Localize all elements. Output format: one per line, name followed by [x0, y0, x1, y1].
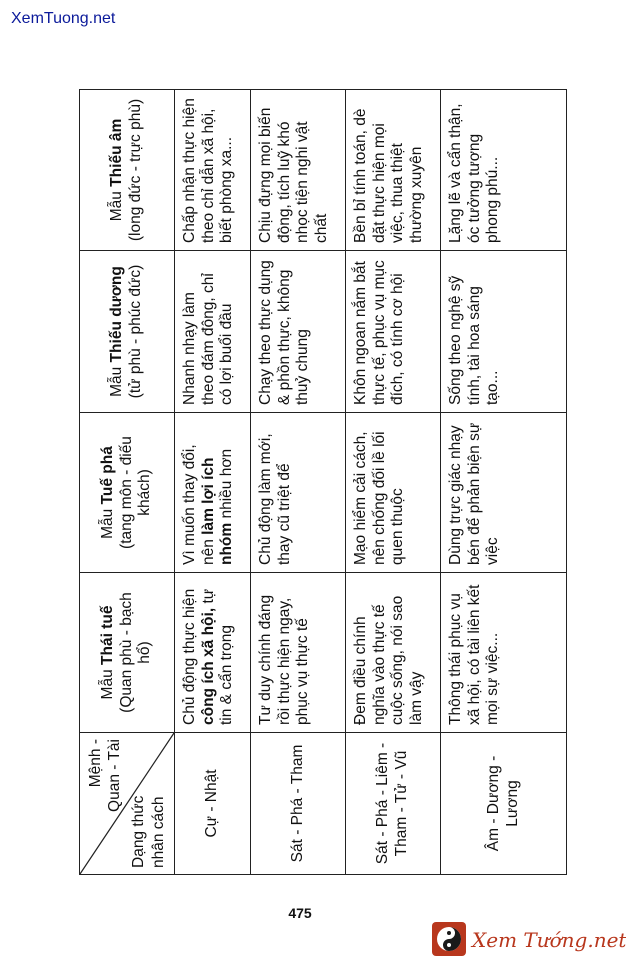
- corner-cell: [80, 733, 175, 875]
- table-cell: Vì muốn thay đổi, nên làm lợi ích nhóm nhiều hơn: [175, 413, 251, 573]
- table-stage: [79, 90, 566, 875]
- table-row: [346, 90, 441, 875]
- column-header-thieu-duong: Mẫu Thiếu dương (tử phù - phúc đức): [80, 251, 175, 413]
- table-cell: Lặng lẽ và cẩn thận, óc tưởng tượng phong phú...: [441, 90, 567, 251]
- page-number: 475: [288, 905, 312, 921]
- table-cell: Sống theo nghệ sỹ tính, tài hoa sáng tạo...: [441, 251, 567, 413]
- table-cell: Bền bỉ tính toán, dè dặt thực hiện mọi việc, thua thiệt thường xuyên: [346, 90, 441, 251]
- table-cell: Tư duy chính đáng rồi thực hiện ngay, phục vụ thực tế: [251, 573, 346, 733]
- row-label: Âm - Dương - Lương: [441, 733, 567, 875]
- watermark-top[interactable]: XemTuong.net: [11, 10, 116, 27]
- table-cell: Thông thái phục vụ xã hội, có tài liên kết mọi sự việc...: [441, 573, 567, 733]
- table-row: [251, 90, 346, 875]
- table-cell: Chạy theo thực dụng & phồn thực, không thuỷ chung: [251, 251, 346, 413]
- column-header-tue-pha: Mẫu Tuế phá (tang môn - điếu khách): [80, 413, 175, 573]
- table-cell: Dùng trực giác nhạy bén để phản biện sự việc: [441, 413, 567, 573]
- table-cell: Chủ động thực hiện công ích xã hội, tự tin & cẩn trọng: [175, 573, 251, 733]
- table-cell: Đem điều chính nghĩa vào thực tế cuộc sống, nói sao làm vậy: [346, 573, 441, 733]
- table-cell: Mạo hiểm cải cách, nên chống đối lề lối quen thuộc: [346, 413, 441, 573]
- yin-yang-icon: [432, 922, 466, 956]
- table-row: [441, 90, 567, 875]
- comparison-table: [79, 89, 567, 875]
- row-label: Sát - Phá - Liêm - Tham - Tử - Vũ: [346, 733, 441, 875]
- table-cell: Khôn ngoan nắm bắt thực tế, phục vụ mục đích, có tính cơ hội: [346, 251, 441, 413]
- column-header-thieu-am: Mẫu Thiếu âm (long đức - trực phù): [80, 90, 175, 251]
- corner-top-label: Mệnh - Quan - Tài: [87, 739, 124, 812]
- table-cell: Chấp nhận thực hiện theo chỉ dẫn xã hội, biết phòng xa...: [175, 90, 251, 251]
- column-header-thai-tue: Mẫu Thái tuế (Quan phù - bạch hổ): [80, 573, 175, 733]
- logo-text: Xem Tướng.net: [472, 928, 626, 952]
- row-label: Sát - Phá - Tham: [251, 733, 346, 875]
- table-cell: Chịu đựng mọi biến động, tích luỹ khó nhọc tiện nghi vật chất: [251, 90, 346, 251]
- site-logo[interactable]: [432, 922, 626, 962]
- table-row: [175, 90, 251, 875]
- table-cell: Chủ động làm mới, thay cũ triệt để: [251, 413, 346, 573]
- table-cell: Nhanh nhạy làm theo đám đông, chỉ có lợi buổi đầu: [175, 251, 251, 413]
- row-label: Cự - Nhật: [175, 733, 251, 875]
- header-row: [80, 90, 175, 875]
- corner-bottom-label: Dạng thức nhân cách: [130, 795, 167, 868]
